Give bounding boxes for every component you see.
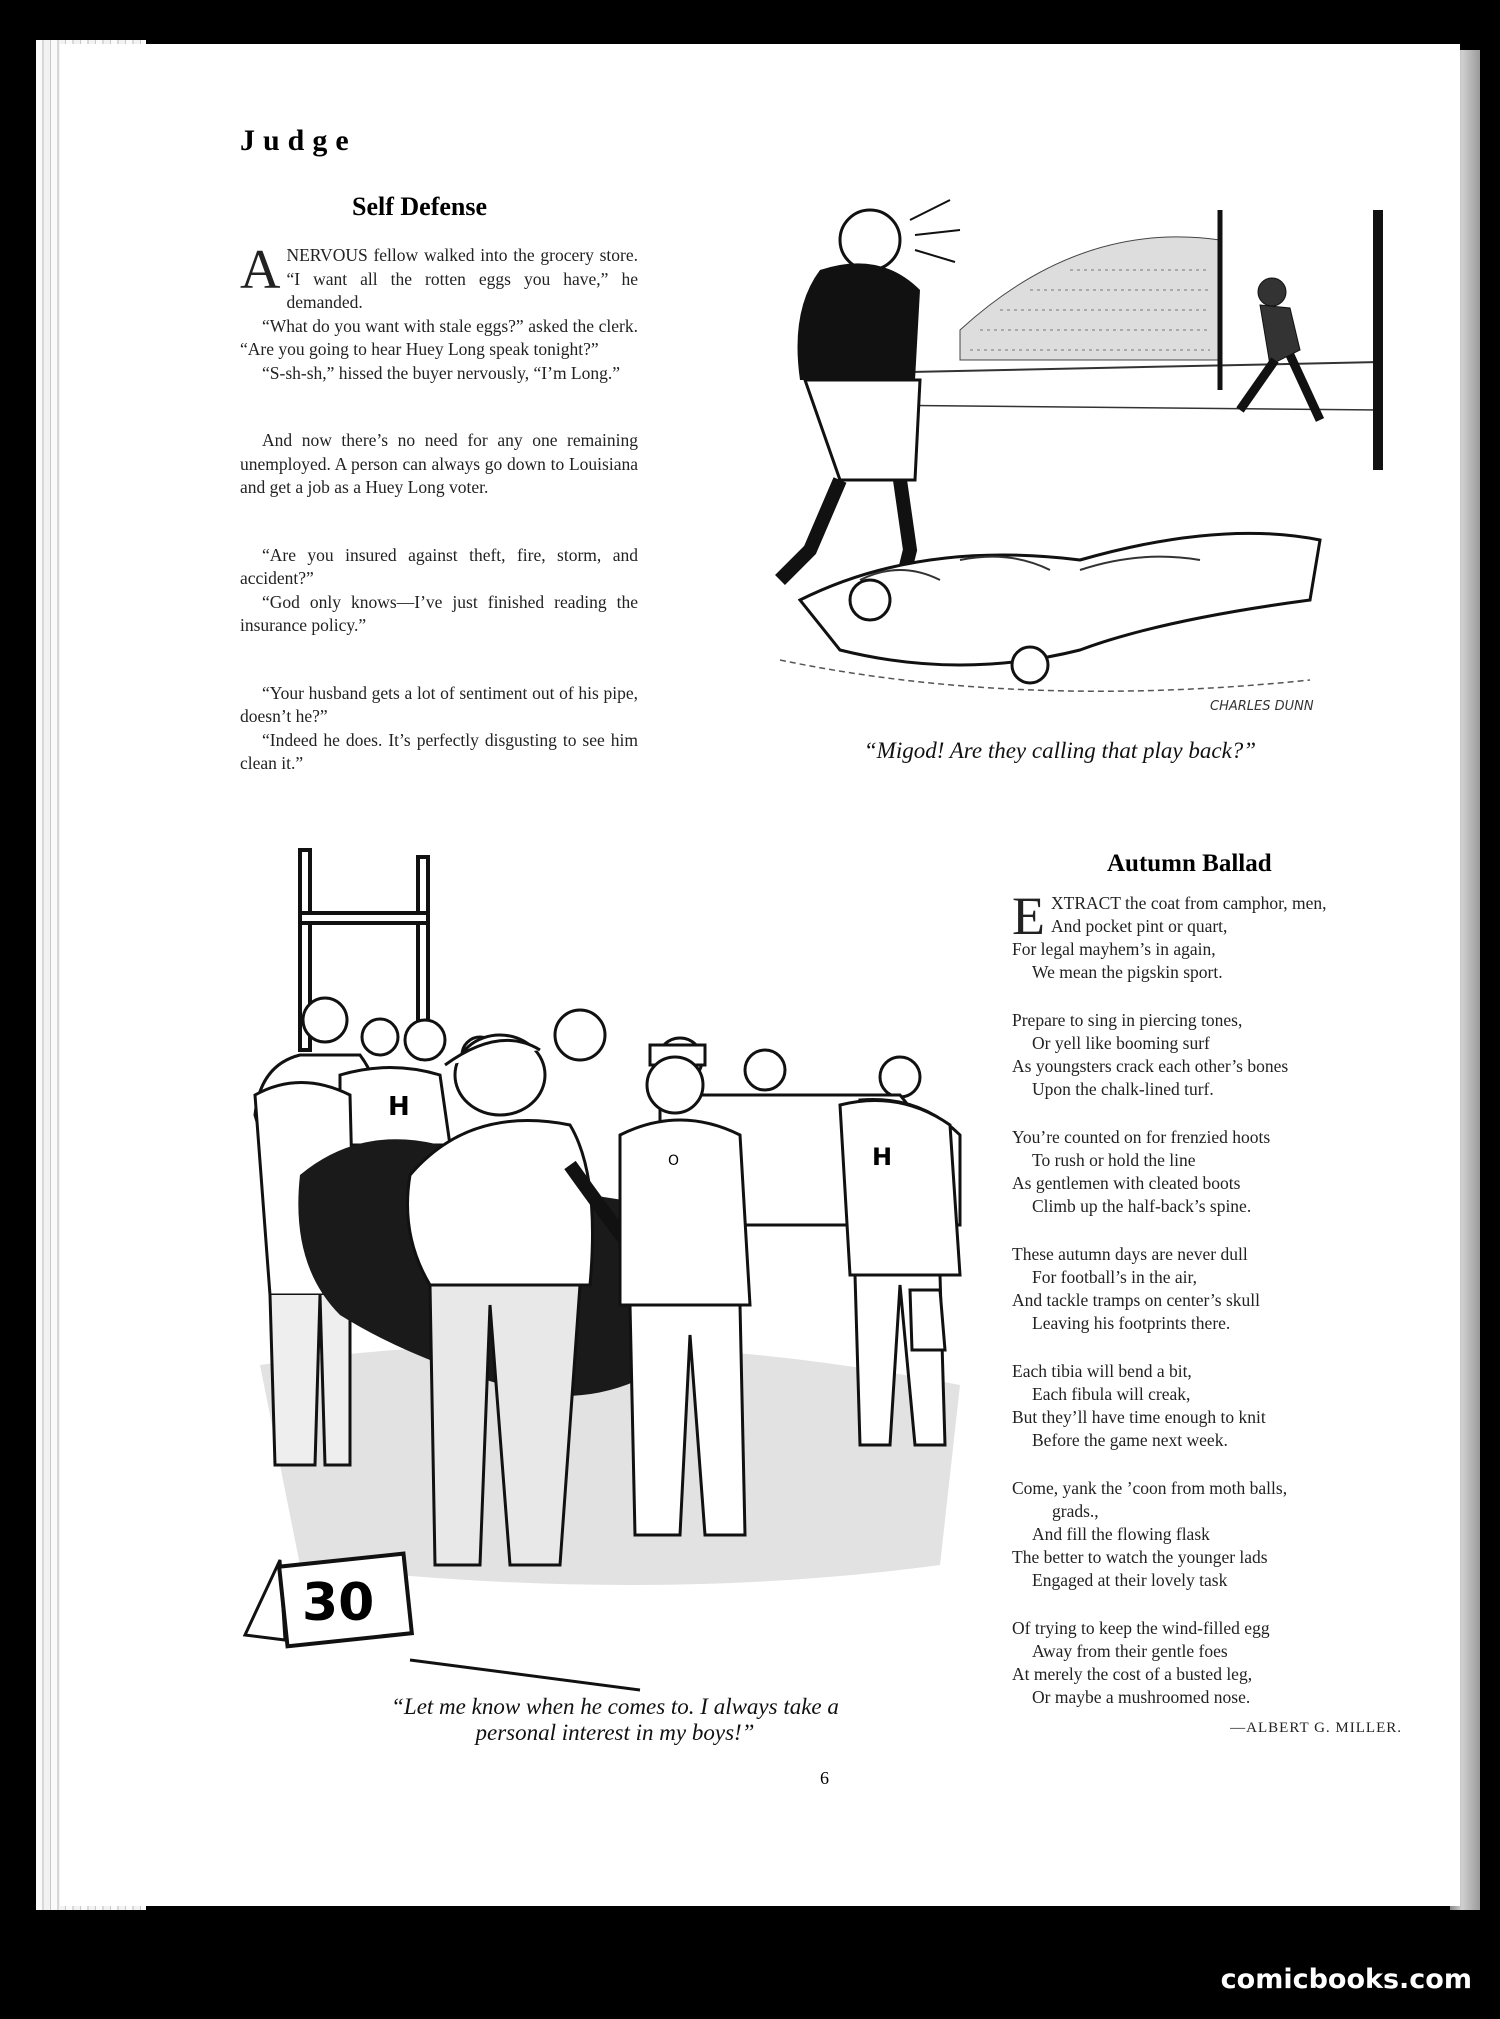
poem-stanza-2 [1012,1009,1432,1101]
poem-line: For legal mayhem’s in again, [1012,939,1216,959]
joke-insurance-question: “Are you insured against theft, fire, storm, and accident?” [240,544,638,588]
poem-line: Or yell like booming surf [1032,1033,1210,1053]
poem-line: And tackle tramps on center’s skull [1012,1290,1261,1310]
cartoon2-caption-line-1: “Let me know when he comes to. I always take a [391,1694,839,1719]
cartoon1-caption: “Migod! Are they calling that play back?” [863,738,1257,763]
water-bucket [910,1290,945,1350]
poem-line: Leaving his footprints there. [1032,1313,1231,1333]
joke-unemployed: And now there’s no need for any one remaining unemployed. A person can always go down to Louisiana and get a job as a Huey Long voter. [240,430,638,497]
referee-figure [780,200,960,590]
poem-line: You’re counted on for frenzied hoots [1012,1127,1271,1147]
yard-marker-sign [245,1554,412,1647]
poem-line: Before the game next week. [1032,1430,1228,1450]
article-paragraph-3: “S-sh-sh,” hissed the buyer nervously, “I’m Long.” [262,362,621,383]
crowd-illustration [960,237,1220,360]
poem-line: XTRACT the coat from camphor, men, [1051,893,1327,913]
running-player-figure [1240,278,1320,420]
poem-line: Each fibula will creak, [1032,1384,1191,1404]
poem-line: And pocket pint or quart, [1051,916,1228,936]
poem-line: At merely the cost of a busted leg, [1012,1664,1253,1684]
poem-line: Climb up the half-back’s spine. [1032,1196,1252,1216]
joke-pipe-question: “Your husband gets a lot of sentiment out of his pipe, doesn’t he?” [240,682,638,726]
referee-cartoon [660,180,1420,720]
masthead: Judge [240,124,357,157]
poem-line: The better to watch the younger lads [1012,1547,1268,1567]
poem-line: Away from their gentle foes [1032,1641,1228,1661]
poem-line: These autumn days are never dull [1012,1244,1248,1264]
poem-line: grads., [1052,1501,1099,1521]
poem-line: Engaged at their lovely task [1032,1570,1228,1590]
poem-body [1012,886,1432,1740]
poem-stanza-1 [1012,886,1432,984]
poem-stanza-7 [1012,1617,1432,1709]
sweater-letter-left: H [388,1092,410,1122]
poem-line: Upon the chalk-lined turf. [1032,1079,1214,1099]
joke-insurance-answer: “God only knows—I’ve just finished reading the insurance policy.” [240,591,638,635]
coach-cartoon [240,845,970,1695]
poem-line: To rush or hold the line [1032,1150,1196,1170]
poem-line: Or maybe a mushroomed nose. [1032,1687,1251,1707]
article-title: Self Defense [352,192,488,221]
poem-title: Autumn Ballad [1107,850,1272,877]
joke-pipe-answer: “Indeed he does. It’s perfectly disgusting to see him clean it.” [240,729,638,773]
poem-stanza-3 [1012,1126,1432,1218]
article-paragraph-2: “What do you want with stale eggs?” asked the clerk. “Are you going to hear Huey Long speak tonight?” [240,315,638,359]
poem-stanza-6 [1012,1477,1432,1592]
poem-stanza-4 [1012,1243,1432,1335]
poem-drop-cap: E [1012,886,1045,946]
poem-line: For football’s in the air, [1032,1267,1198,1287]
poem-byline-row [1012,1715,1432,1740]
sweater-letter-right: H [872,1143,893,1171]
poem-line: Prepare to sing in piercing tones, [1012,1010,1243,1030]
artist-signature: CHARLES DUNN [1210,699,1314,714]
poem-byline: —ALBERT G. MILLER. [1230,1720,1402,1736]
poem-line: As youngsters crack each other’s bones [1012,1056,1289,1076]
poem-line: And fill the flowing flask [1032,1524,1210,1544]
poem-line: But they’ll have time enough to knit [1012,1407,1266,1427]
yard-marker-number: 30 [302,1573,375,1633]
poem-line: Each tibia will bend a bit, [1012,1361,1192,1381]
article-paragraph-1: ANERVOUS fellow walked into the grocery store. “I want all the rotten eggs you have,” he demanded. [240,239,638,312]
article-body [240,239,638,776]
fallen-players-figure [780,533,1320,691]
poem-line: Come, yank the ’coon from moth balls, [1012,1478,1288,1498]
poem-line: We mean the pigskin sport. [1032,962,1223,982]
poem-stanza-5 [1012,1360,1432,1452]
site-watermark: comicbooks.com [1220,1964,1472,1995]
poem-line: Of trying to keep the wind-filled egg [1012,1618,1270,1638]
poem-line: As gentlemen with cleated boots [1012,1173,1241,1193]
cartoon2-caption [255,1694,975,1746]
drop-cap: A [240,239,281,301]
page-number: 6 [820,1768,829,1788]
cartoon2-caption-line-2: personal interest in my boys!” [475,1720,755,1745]
coat-letter: O [668,1153,680,1169]
